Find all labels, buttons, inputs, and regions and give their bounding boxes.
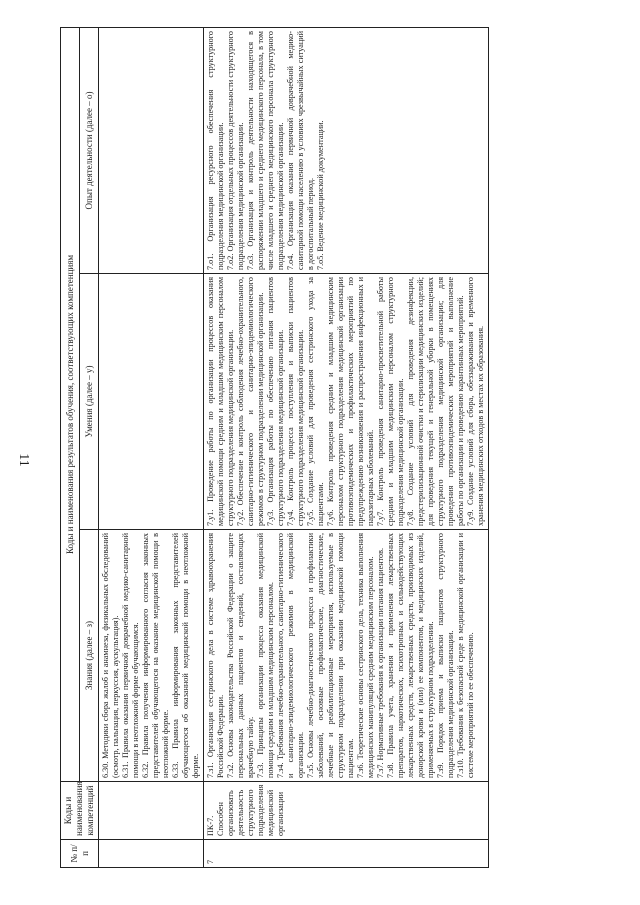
- list-item: 7.з1. Организация сестринского дела в системе здравоохранения Российской Федерации.: [206, 533, 225, 778]
- list-item: 6.32. Правила получения информированного согласия законных представителей обучающегося на оказание медицинской помощи в неотложной форме.: [141, 533, 170, 778]
- list-item: 7.з9. Порядок приема и выписки пациентов структурного подразделения медицинской организации.: [436, 533, 455, 778]
- header-experience: Опыт деятельности (далее – о): [80, 28, 99, 274]
- header-code: Коды и наименования компетенций: [61, 782, 99, 840]
- list-item: 6.31. Правила оказания первичной доврачебной медико-санитарной помощи в неотложной форме обучающимся.: [121, 533, 140, 778]
- list-item: 7.у4. Контроль процесса поступления и выписки пациентов структурного подразделения медицинской организации.: [286, 277, 305, 526]
- list-item: 7.з5. Основы лечебно-диагностического процесса и профилактики заболеваний, основные профилактические, диагностические, лечебные и реабилитационные мероприятия, используемые в структурном подразделении при оказании медицинской помощи пациентам.: [306, 533, 355, 778]
- list-item: 7.у8. Создание условий для проведения дезинфекции, предстерилизационной очистки и стерилизации медицинских изделий; для проведения текущей и генеральной уборки в помещениях структурного подразделения медицинской организации; для проведения противоэпидемических мероприятий и выполнение работы по организации и проведению карантинных мероприятий.: [406, 277, 465, 526]
- header-knowledge: Знания (далее – з): [80, 530, 99, 782]
- header-row: [61, 28, 80, 868]
- prev-code-cell: [99, 782, 204, 840]
- list-item: 7.у6. Контроль проведения средним и младшим медицинским персоналом структурного подразделения медицинской организации противоэпидемических и профилактических мероприятий по предупреждению возникновения и распространения инфекционных и паразитарных заболеваний.: [326, 277, 375, 526]
- list-item: 7.у1. Проведение работы по организации процессов оказания медицинской помощи средним и младшим медицинским персоналом структурного подразделения медицинской организации.: [206, 277, 235, 526]
- table-row-previous: [99, 28, 204, 868]
- row7-code: ПК-7. Способен организовать деятельность структурного подразделения медицинской организации: [204, 782, 489, 840]
- list-item: 7.з6. Теоретические основы сестринского дела, техника выполнения медицинских манипуляций средним медицинским персоналом.: [356, 533, 375, 778]
- header-skills: Умения (далее – у): [80, 274, 99, 530]
- list-item: 7.з7. Нормативные требования к организации питания пациентов.: [376, 547, 385, 778]
- list-item: 6.33. Правила информирования законных представителей обучающегося об оказанной медицинской помощи в неотложной форме.: [171, 533, 200, 778]
- list-item: 7.у7. Контроль проведения санитарно-просветительной работы средним и младшим медицинским персоналом структурного подразделения медицинской организации.: [376, 277, 405, 526]
- prev-knowledge-cell: [99, 530, 204, 782]
- rotated-table-container: [60, 28, 620, 868]
- row7-skills-cell: [204, 274, 489, 530]
- list-item: 7.у5. Создание условий для проведения сестринского ухода за пациентами.: [306, 277, 325, 526]
- prev-num-cell: [99, 840, 204, 868]
- list-item: 7.у2. Обеспечение и контроль соблюдения лечебно-охранительного, санитарно-гигиенического и санитарно-эпидемиологического режимов в структурном подразделении медицинской организации.: [236, 277, 265, 526]
- row7-experience-cell: [204, 28, 489, 274]
- list-item: 7.о2. Организация отдельных процессов деятельности структурного подразделения медицинской организации.: [226, 31, 245, 270]
- list-item: 7.з8. Правила учета, хранения и применения лекарственных препаратов, наркотических, психотропных и сильнодействующих лекарственных средств, лекарственных средств, производимых из донорской крови и (или) ее компонентов, и медицинских изделий, применяемых в структурном подразделении.: [386, 533, 435, 778]
- list-item: 7.о1. Организация ресурсного обеспечения структурного подразделения медицинской организации.: [206, 31, 225, 270]
- row7-num: 7: [204, 840, 489, 868]
- list-item: 7.о3. Организация и контроль деятельности находящегося в распоряжении младшего и среднего медицинского персонала, в том числе младшего и среднего медицинского персонала структурного подразделения медицинской организации.: [246, 31, 285, 270]
- list-item: 7.о4. Организация оказания первичной доврачебной медико-санитарной помощи населению в условиях чрезвычайных ситуаций в догоспитальный период.: [286, 31, 315, 270]
- list-item: 7.з4. Требования лечебно-охранительного, санитарно-гигиенического и санитарно-эпидемиологического режимов в медицинской организации.: [276, 533, 305, 778]
- header-num: № п/п: [61, 840, 99, 868]
- competency-table: [60, 27, 489, 868]
- list-item: 7.з2. Основы законодательства Российской Федерации о защите персональных данных пациентов и сведений, составляющих врачебную тайну.: [226, 533, 255, 778]
- list-item: 7.з10. Требования к безопасной среде в медицинской организации и системе мероприятий по ее обеспечению.: [456, 533, 475, 778]
- list-item: 7.у9. Создание условий для сбора, обеззараживания и временного хранения медицинских отходов в местах их образования.: [466, 277, 485, 526]
- row7-knowledge-cell: [204, 530, 489, 782]
- table-row-7: [204, 28, 489, 868]
- prev-skills-cell: [99, 274, 204, 530]
- prev-experience-cell: [99, 28, 204, 274]
- list-item: 7.у3. Организация работы по обеспечению питания пациентов структурного подразделения медицинской организации.: [266, 277, 285, 526]
- header-group: Коды и наименования результатов обучения, соответствующих компетенциям: [61, 28, 80, 782]
- subheader-row: [80, 28, 99, 868]
- list-item: 7.з3. Принципы организации процесса оказания медицинской помощи средним и младшим медицинским персоналом.: [256, 533, 275, 778]
- page-number: 11: [16, 453, 31, 467]
- list-item: 7.о5. Ведение медицинской документации.: [316, 120, 325, 270]
- list-item: 6.30. Методики сбора жалоб и анамнеза, физикальных обследований (осмотр, пальпация, перкуссия, аускультация).: [101, 533, 120, 778]
